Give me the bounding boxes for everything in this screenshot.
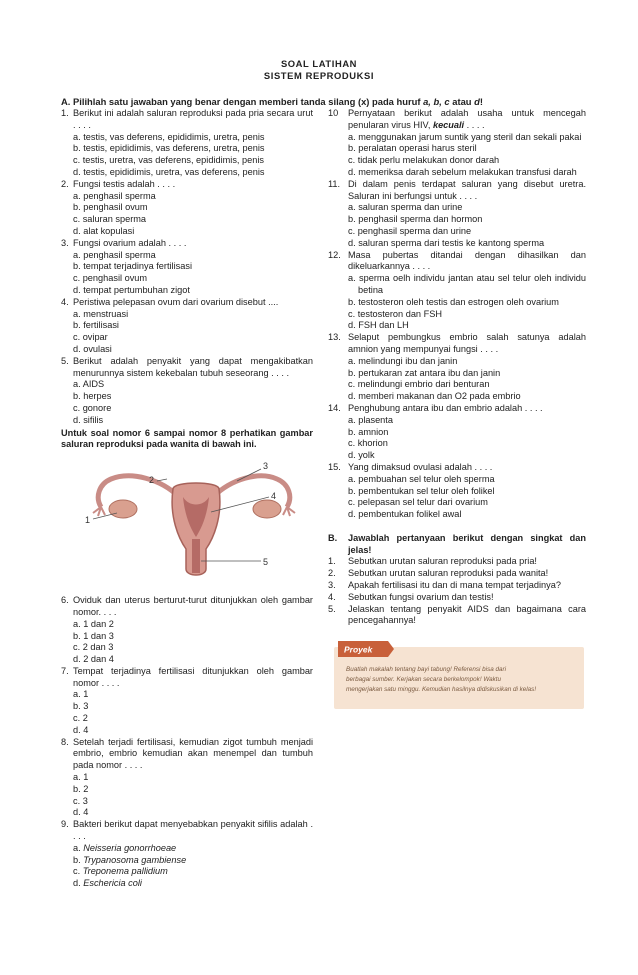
left-column bbox=[61, 108, 313, 890]
answer-option-text: b. pertukaran zat antara ibu dan janin bbox=[348, 367, 501, 378]
answer-option-letter: b. bbox=[73, 854, 84, 865]
answer-option bbox=[61, 725, 313, 737]
answer-option-text: c. penghasil sperma dan urine bbox=[348, 225, 472, 236]
answer-option bbox=[328, 391, 586, 403]
essay-question bbox=[328, 604, 586, 628]
question-number: 1. bbox=[328, 556, 336, 567]
answer-option-text: c. ovipar bbox=[73, 332, 108, 343]
answer-option bbox=[328, 415, 586, 427]
left-fimbriae bbox=[93, 507, 105, 516]
question-number: 4. bbox=[328, 591, 336, 602]
question-text bbox=[348, 108, 586, 132]
answer-option bbox=[328, 132, 586, 144]
answer-option-text: a. penghasil sperma bbox=[73, 190, 156, 201]
emphasis-letters: a, b, c bbox=[423, 96, 450, 107]
answer-option-text: b. penghasil ovum bbox=[73, 202, 148, 213]
answer-option bbox=[328, 474, 586, 486]
question-text: Berikut adalah penyakit yang dapat mengakibatkan menurunnya sistem kekebalan tubuh seseorang . . . . bbox=[73, 355, 313, 378]
section-b-instruction bbox=[328, 533, 586, 557]
answer-option-text: d. alat kopulasi bbox=[73, 225, 135, 236]
question-item bbox=[328, 332, 586, 356]
project-text-line: berbagai sumber. Kerjakan secara berkelompok! Waktu bbox=[346, 676, 502, 684]
answer-option-text: b. 2 bbox=[73, 783, 89, 794]
section-b-letter: B. bbox=[328, 532, 338, 543]
answer-option bbox=[328, 297, 586, 309]
emphasis-letter-d: d bbox=[474, 96, 480, 107]
answer-option bbox=[328, 509, 586, 521]
answer-option-text: c. testosteron dan FSH bbox=[348, 308, 442, 319]
question-text: Penghubung antara ibu dan embrio adalah . . . . bbox=[348, 402, 543, 413]
question-text: Masa pubertas ditandai dengan dihasilkan dan dikeluarkannya . . . . bbox=[348, 249, 586, 272]
question-item bbox=[61, 666, 313, 690]
answer-option-text: b. 1 dan 3 bbox=[73, 630, 114, 641]
question-number: 11. bbox=[328, 178, 341, 189]
vagina bbox=[192, 539, 200, 573]
answer-option bbox=[61, 214, 313, 226]
answer-option bbox=[61, 344, 313, 356]
question-number: 2. bbox=[61, 178, 69, 189]
answer-option-text: Neisseria gonorrhoeae bbox=[83, 842, 177, 853]
answer-option-text: a. 1 bbox=[73, 772, 89, 783]
question-number: 5. bbox=[61, 355, 69, 366]
question-number: 1. bbox=[61, 108, 69, 118]
answer-option-text: b. amnion bbox=[348, 426, 389, 437]
answer-option bbox=[61, 226, 313, 238]
answer-option bbox=[61, 619, 313, 631]
answer-option-text: a. menggunakan jarum suntik yang steril dan sekali pakai bbox=[348, 131, 582, 142]
answer-option-text: c. penghasil ovum bbox=[73, 273, 148, 284]
answer-option-text: b. tempat terjadinya fertilisasi bbox=[73, 261, 192, 272]
answer-option bbox=[61, 866, 313, 878]
answer-option bbox=[61, 403, 313, 415]
answer-option bbox=[61, 261, 313, 273]
answer-option bbox=[328, 356, 586, 368]
answer-option-text: b. testosteron oleh testis dan estrogen oleh ovarium bbox=[348, 296, 559, 307]
answer-option-text: d. ovulasi bbox=[73, 343, 112, 354]
question-text: Apakah fertilisasi itu dan di mana tempat terjadinya? bbox=[348, 580, 561, 591]
answer-option bbox=[328, 438, 586, 450]
answer-option-text: Trypanosoma gambiense bbox=[83, 854, 187, 865]
answer-option bbox=[61, 689, 313, 701]
title-line-1: SOAL LATIHAN bbox=[280, 58, 358, 69]
question-text-emphasis: kecuali bbox=[432, 119, 465, 130]
pointer-line-2 bbox=[157, 479, 167, 481]
answer-option bbox=[328, 202, 586, 214]
answer-option bbox=[61, 320, 313, 332]
answer-option-text: a. sperma oelh individu jantan atau sel telur oleh individu betina bbox=[348, 273, 586, 295]
project-text-line: Buatlah makalah tentang bayi tabung! Referensi bisa dari bbox=[346, 666, 506, 674]
answer-option bbox=[61, 143, 313, 155]
uterus-illustration bbox=[61, 457, 313, 587]
answer-option-letter: c. bbox=[73, 866, 83, 877]
answer-option-text: c. 2 bbox=[73, 713, 88, 724]
answer-option-text: a. AIDS bbox=[73, 379, 105, 390]
answer-option-text: b. fertilisasi bbox=[73, 320, 119, 331]
question-text: Fungsi ovarium adalah . . . . bbox=[73, 237, 187, 248]
answer-option-text: d. saluran sperma dari testis ke kantong sperma bbox=[348, 237, 545, 248]
question-number: 3. bbox=[61, 237, 69, 248]
answer-option bbox=[61, 332, 313, 344]
question-text: Setelah terjadi fertilisasi, kemudian zigot tumbuh menjadi embrio, embrio kemudian akan menempel dan tumbuh pada nomor . . . . bbox=[73, 736, 313, 771]
answer-option bbox=[61, 167, 313, 179]
answer-option-text: b. peralatan operasi harus steril bbox=[348, 143, 477, 154]
question-item bbox=[328, 462, 586, 474]
figure-label-1: 1 bbox=[85, 515, 91, 526]
essay-question bbox=[328, 556, 586, 568]
answer-option bbox=[61, 701, 313, 713]
figure-label-5: 5 bbox=[263, 557, 269, 568]
answer-option bbox=[328, 379, 586, 391]
question-number: 3. bbox=[328, 580, 336, 591]
figure-label-2: 2 bbox=[149, 475, 155, 486]
question-number: 6. bbox=[61, 595, 69, 606]
answer-option bbox=[328, 427, 586, 439]
answer-option bbox=[328, 320, 586, 332]
answer-option bbox=[328, 368, 586, 380]
answer-option bbox=[328, 214, 586, 226]
right-ovary bbox=[253, 500, 281, 518]
answer-option-text: a. menstruasi bbox=[73, 308, 129, 319]
answer-option bbox=[61, 843, 313, 855]
question-number: 5. bbox=[328, 603, 336, 614]
project-label: Proyek bbox=[344, 644, 373, 655]
question-text-part: . . . . bbox=[464, 119, 485, 130]
question-number: 9. bbox=[61, 819, 69, 830]
question-text: Sebutkan urutan saluran reproduksi pada pria! bbox=[348, 556, 537, 567]
answer-option-text: d. 4 bbox=[73, 807, 89, 818]
figure-instruction: Untuk soal nomor 6 sampai nomor 8 perhatikan gambar saluran reproduksi pada wanita di bawah ini. bbox=[61, 427, 313, 450]
question-text: Fungsi testis adalah . . . . bbox=[73, 178, 176, 189]
answer-option-text: a. penghasil sperma bbox=[73, 249, 156, 260]
answer-option bbox=[61, 642, 313, 654]
question-item bbox=[61, 819, 313, 843]
essay-question bbox=[328, 580, 586, 592]
project-box bbox=[334, 637, 584, 712]
question-number: 7. bbox=[61, 665, 69, 676]
answer-option-text: b. herpes bbox=[73, 391, 112, 402]
answer-option bbox=[61, 309, 313, 321]
answer-option-text: a. plasenta bbox=[348, 414, 393, 425]
answer-option-letter: d. bbox=[73, 878, 84, 889]
question-item bbox=[328, 108, 586, 132]
figure-label-3: 3 bbox=[263, 461, 269, 472]
answer-option-text: d. tempat pertumbuhan zigot bbox=[73, 284, 190, 295]
answer-option bbox=[328, 309, 586, 321]
right-fimbriae bbox=[283, 507, 295, 516]
answer-option-text: a. saluran sperma dan urine bbox=[348, 202, 463, 213]
right-column bbox=[328, 108, 586, 712]
answer-option-text: Treponema pallidium bbox=[82, 866, 168, 877]
answer-option bbox=[328, 143, 586, 155]
spacer bbox=[328, 521, 586, 533]
left-ovary bbox=[109, 500, 137, 518]
answer-option-text: c. tidak perlu melakukan donor darah bbox=[348, 155, 500, 166]
answer-option bbox=[61, 250, 313, 262]
question-item bbox=[328, 179, 586, 203]
question-number: 12. bbox=[328, 249, 341, 260]
answer-option-text: Eschericia coli bbox=[83, 878, 142, 889]
answer-option-text: d. yolk bbox=[348, 450, 375, 461]
answer-option bbox=[61, 772, 313, 784]
question-text: Yang dimaksud ovulasi adalah . . . . bbox=[348, 461, 493, 472]
question-text: Oviduk dan uterus berturut-turut ditunjukkan oleh gambar nomor. . . . bbox=[73, 595, 313, 617]
question-text-part: Pernyataan berikut adalah usaha untuk mencegah penularan virus HIV, bbox=[348, 108, 586, 130]
answer-option-text: c. melindungi embrio dari benturan bbox=[348, 379, 490, 390]
answer-option bbox=[61, 379, 313, 391]
title-line-2: SISTEM REPRODUKSI bbox=[263, 70, 375, 81]
answer-option bbox=[328, 497, 586, 509]
answer-option bbox=[328, 155, 586, 167]
answer-option-text: c. 2 dan 3 bbox=[73, 642, 114, 653]
answer-option bbox=[61, 415, 313, 427]
answer-option-text: c. pelepasan sel telur dari ovarium bbox=[348, 497, 488, 508]
answer-option-text: d. sifilis bbox=[73, 414, 104, 425]
answer-option-text: a. pembuahan sel telur oleh sperma bbox=[348, 473, 495, 484]
answer-option-text: a. testis, vas deferens, epididimis, uretra, penis bbox=[73, 131, 265, 142]
answer-option-text: c. khorion bbox=[348, 438, 388, 449]
answer-option-text: d. memberi makanan dan O2 pada embrio bbox=[348, 391, 521, 402]
answer-option bbox=[61, 273, 313, 285]
answer-option-text: d. memeriksa darah sebelum melakukan transfusi darah bbox=[348, 166, 577, 177]
answer-option-text: d. testis, epididimis, uretra, vas deferens, penis bbox=[73, 166, 265, 177]
answer-option bbox=[61, 155, 313, 167]
answer-option-text: b. 3 bbox=[73, 701, 89, 712]
section-a-instruction: A. Pilihlah satu jawaban yang benar dengan memberi tanda silang (x) pada huruf a, b, c atau d! bbox=[61, 96, 483, 107]
question-number: 15. bbox=[328, 461, 341, 472]
question-number: 14. bbox=[328, 402, 341, 413]
answer-option-text: a. melindungi ibu dan janin bbox=[348, 355, 458, 366]
answer-option bbox=[328, 486, 586, 498]
answer-option bbox=[61, 784, 313, 796]
answer-option-text: c. 3 bbox=[73, 795, 88, 806]
question-number: 2. bbox=[328, 568, 336, 579]
answer-option-text: d. 4 bbox=[73, 724, 89, 735]
answer-option-text: c. testis, uretra, vas deferens, epididimis, penis bbox=[73, 155, 264, 166]
project-box-graphic bbox=[334, 637, 584, 712]
question-text: Berikut ini adalah saluran reproduksi pada pria secara urut . . . . bbox=[73, 108, 313, 130]
section-b-text: Jawablah pertanyaan berikut dengan singkat dan jelas! bbox=[348, 532, 586, 555]
answer-option-text: b. penghasil sperma dan hormon bbox=[348, 214, 483, 225]
answer-option-text: b. pembentukan sel telur oleh folikel bbox=[348, 485, 495, 496]
essay-question bbox=[328, 568, 586, 580]
answer-option bbox=[328, 450, 586, 462]
figure-label-4: 4 bbox=[271, 491, 277, 502]
answer-option-text: d. pembentukan folikel awal bbox=[348, 509, 462, 520]
question-item bbox=[61, 297, 313, 309]
question-text: Peristiwa pelepasan ovum dari ovarium disebut .... bbox=[73, 296, 279, 307]
right-oviduct bbox=[213, 476, 290, 507]
answer-option bbox=[61, 807, 313, 819]
answer-option bbox=[61, 713, 313, 725]
question-item bbox=[328, 403, 586, 415]
question-text: Bakteri berikut dapat menyebabkan penyakit sifilis adalah . . . . bbox=[73, 819, 313, 842]
answer-option-text: a. 1 dan 2 bbox=[73, 618, 114, 629]
question-text: Sebutkan fungsi ovarium dan testis! bbox=[348, 591, 494, 602]
answer-option bbox=[61, 855, 313, 867]
question-text: Selaput pembungkus embrio salah satunya adalah amnion yang mempunyai fungsi . . . . bbox=[348, 332, 586, 354]
left-oviduct bbox=[98, 476, 179, 507]
answer-option bbox=[61, 796, 313, 808]
answer-option-text: d. 2 dan 4 bbox=[73, 654, 114, 665]
answer-option bbox=[61, 202, 313, 214]
essay-question bbox=[328, 592, 586, 604]
question-number: 8. bbox=[61, 736, 69, 747]
answer-option bbox=[61, 878, 313, 890]
female-reproductive-diagram bbox=[61, 457, 313, 587]
answer-option bbox=[61, 631, 313, 643]
question-text: Tempat terjadinya fertilisasi ditunjukkan oleh gambar nomor . . . . bbox=[73, 665, 313, 688]
answer-option-text: a. 1 bbox=[73, 689, 89, 700]
answer-option bbox=[328, 273, 586, 297]
answer-option-text: c. saluran sperma bbox=[73, 214, 147, 225]
question-item bbox=[61, 356, 313, 380]
answer-option bbox=[328, 226, 586, 238]
answer-option-text: b. testis, epididimis, vas deferens, uretra, penis bbox=[73, 143, 265, 154]
question-text: Sebutkan urutan saluran reproduksi pada wanita! bbox=[348, 568, 549, 579]
project-text-line: mengerjakan satu minggu. Kemudian hasilnya didiskusikan di kelas! bbox=[346, 686, 537, 694]
question-item bbox=[61, 238, 313, 250]
question-number: 13. bbox=[328, 332, 341, 343]
answer-option bbox=[61, 132, 313, 144]
answer-option bbox=[328, 167, 586, 179]
question-item bbox=[328, 250, 586, 274]
answer-option-letter: a. bbox=[73, 842, 84, 853]
question-number: 10 bbox=[328, 108, 339, 118]
answer-option-text: c. gonore bbox=[73, 402, 112, 413]
answer-option-text: d. FSH dan LH bbox=[348, 320, 409, 331]
question-item bbox=[61, 737, 313, 772]
question-item bbox=[61, 179, 313, 191]
answer-option bbox=[61, 654, 313, 666]
question-text: Jelaskan tentang penyakit AIDS dan bagaimana cara pencegahannya! bbox=[348, 603, 586, 626]
question-item bbox=[61, 595, 313, 619]
question-text: Di dalam penis terdapat saluran yang disebut uretra. Saluran ini berfungsi untuk . . . . bbox=[348, 178, 586, 201]
answer-option bbox=[328, 238, 586, 250]
answer-option bbox=[61, 285, 313, 297]
answer-option bbox=[61, 191, 313, 203]
question-number: 4. bbox=[61, 296, 69, 307]
question-item bbox=[61, 108, 313, 132]
answer-option bbox=[61, 391, 313, 403]
